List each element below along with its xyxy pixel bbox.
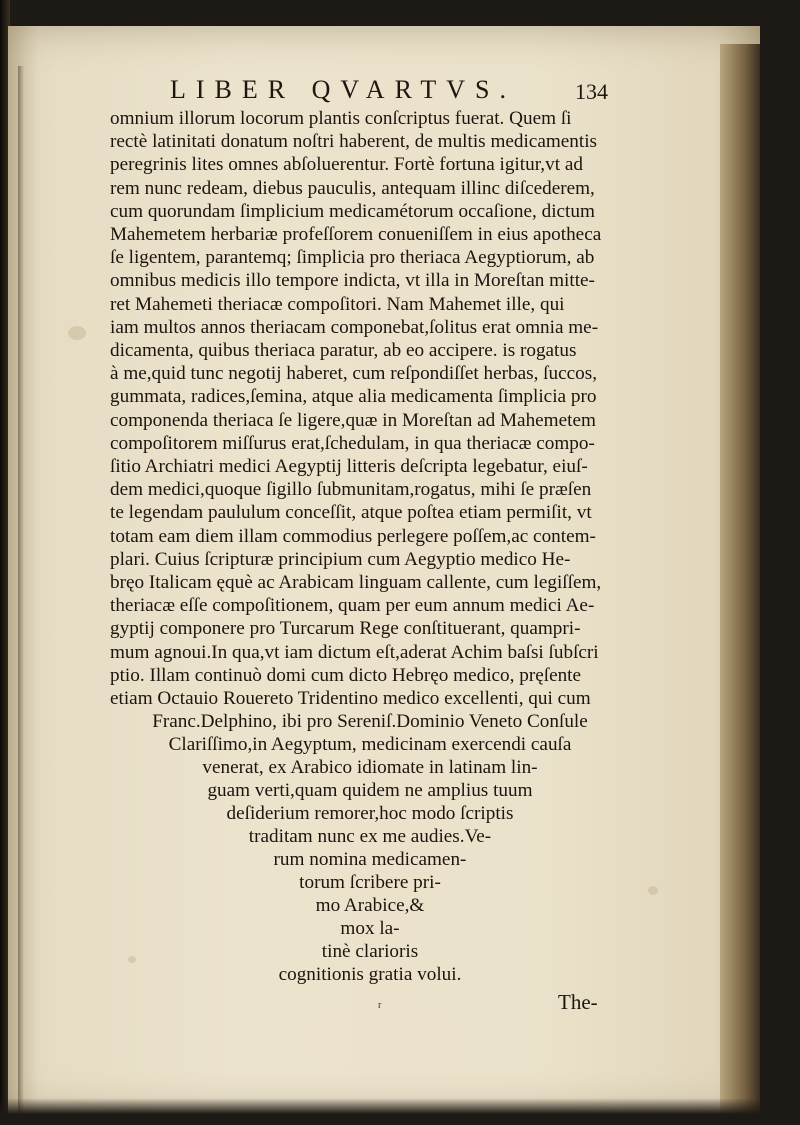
text-line: etiam Octauio Rouereto Tridentino medico excellenti, qui cum: [110, 688, 591, 710]
taper-line: tinè clarioris: [321, 941, 419, 962]
text-line: gummata, radices,ſemina, atque alia medicamenta ſimplicia pro: [110, 386, 597, 408]
catchword: The-: [558, 990, 598, 1014]
text-line: à me,quid tunc negotij haberet, cum reſpondiſſet herbas, ſuccos,: [110, 363, 597, 385]
text-line: componenda theriaca ſe ligere,quæ in Moreſtan ad Mahemetem: [110, 409, 596, 431]
text-line: Mahemetem herbariæ profeſſorem conueniſſem in eius apotheca: [110, 224, 602, 246]
text-line: plari. Cuius ſcripturæ principium cum Aegyptio medico He-: [110, 548, 571, 570]
text-line: ret Mahemeti theriacæ compoſitori. Nam Mahemet ille, qui: [110, 293, 565, 315]
text-line: omnium illorum locorum plantis conſcriptus fuerat. Quem ſi: [110, 108, 572, 129]
foxing-spot: [68, 326, 86, 340]
signature-mark: r: [378, 1000, 382, 1011]
taper-line: cognitionis gratia volui.: [278, 964, 462, 985]
page-header: [148, 72, 608, 108]
taper-line: mo Arabice,&: [315, 895, 425, 916]
taper-line: Franc.Delphino, ibi pro Sereniſ.Dominio Veneto Conſule: [152, 711, 588, 732]
text-line: bręo Italicam ęquè ac Arabicam linguam callente, cum legiſſem,: [110, 572, 602, 594]
foxing-spot: [648, 886, 658, 895]
page-number: 134: [575, 79, 608, 104]
text-line: iam multos annos theriacam componebat,ſolitus erat omnia me-: [110, 316, 599, 338]
text-line: compoſitorem miſſurus erat,ſchedulam, in qua theriacæ compo-: [110, 432, 595, 454]
body-text: [110, 107, 630, 710]
taper-line: Clariſſimo,in Aegyptum, medicinam exercendi cauſa: [168, 734, 572, 755]
taper-line: torum ſcribere pri-: [299, 872, 441, 893]
page-edge: [720, 44, 760, 1124]
taper-line: traditam nunc ex me audies.Ve-: [248, 826, 492, 847]
bottom-shadow: [0, 1098, 800, 1125]
text-line: theriacæ eſſe compoſitionem, quam per eum annum medici Ae-: [110, 595, 595, 617]
text-line: mum agnoui.In qua,vt iam dictum eſt,aderat Achim baſsi ſubſcri: [110, 641, 599, 663]
text-line: ſe ligentem, parantemq; ſimplicia pro theriaca Aegyptiorum, ab: [110, 247, 595, 269]
gutter-shadow: [18, 66, 24, 1116]
text-line: ſitio Archiatri medici Aegyptij litteris deſcripta legebatur, eiuſ-: [110, 456, 588, 478]
text-line: omnibus medicis illo tempore indicta, vt illa in Moreſtan mitte-: [110, 270, 595, 292]
text-line: ptio. Illam continuò domi cum dicto Hebręo medico, pręſente: [110, 664, 582, 686]
taper-line: mox la-: [340, 918, 400, 939]
text-line: cum quorundam ſimplicium medicamétorum occaſione, dictum: [110, 200, 595, 222]
text-line: peregrinis lites omnes abſoluerentur. Fortè fortuna igitur,vt ad: [110, 154, 583, 176]
text-line: rem nunc redeam, diebus pauculis, antequam illinc diſcederem,: [110, 177, 595, 199]
text-line: dicamenta, quibus theriaca paratur, ab eo accipere. is rogatus: [110, 340, 577, 362]
taper-line: rum nomina medicamen-: [273, 849, 467, 870]
taper-line: venerat, ex Arabico idiomate in latinam lin-: [202, 757, 538, 778]
text-line: dem medici,quoque ſigillo ſubmunitam,rogatus, mihi ſe præſen: [110, 479, 592, 501]
taper-line: deſiderium remorer,hoc modo ſcriptis: [226, 803, 514, 824]
text-line: rectè latinitati donatum noſtri haberent, de multis medicamentis: [110, 131, 598, 153]
text-line: totam eam diem illam commodius perlegere poſſem,ac contem-: [110, 525, 596, 547]
taper-line: guam verti,quam quidem ne amplius tuum: [207, 780, 533, 801]
running-title: LIBER QVARTVS.: [170, 75, 516, 104]
text-line: gyptij componere pro Turcarum Rege conſtituerant, quampri-: [110, 618, 581, 640]
text-line: te legendam paululum conceſſit, atque poſtea etiam permiſit, vt: [110, 502, 592, 524]
